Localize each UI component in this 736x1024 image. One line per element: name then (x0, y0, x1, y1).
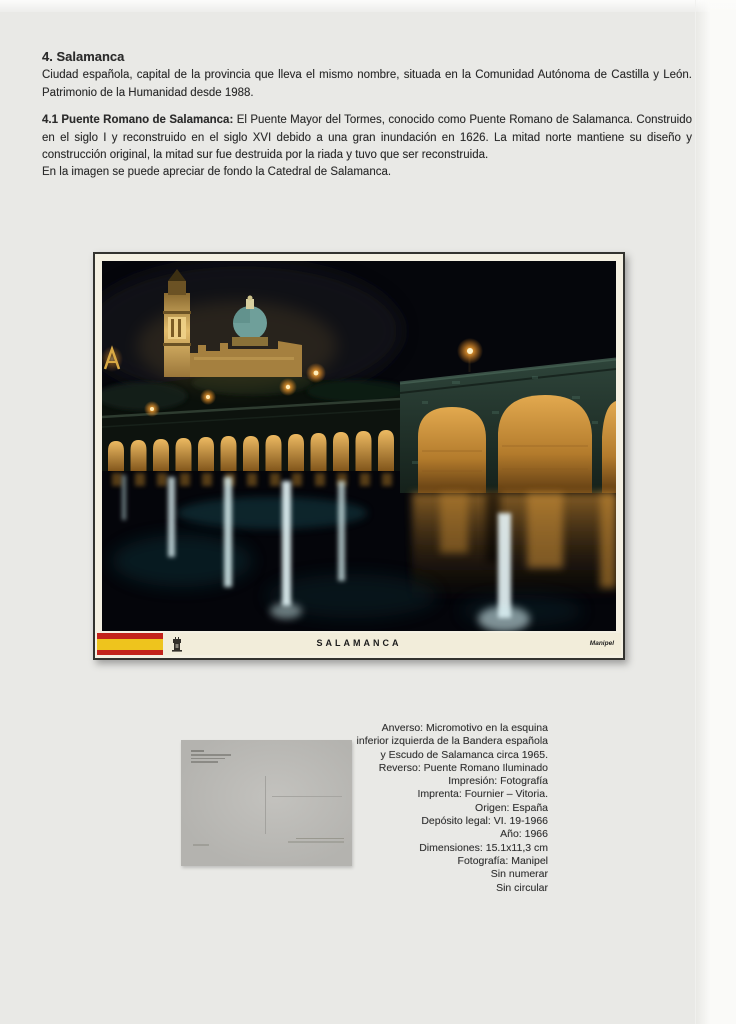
detail-line: Depósito legal: VI. 19-1966 (421, 815, 548, 828)
detail-line: Sin circular (496, 881, 548, 894)
section-body: El Puente Mayor del Tormes, conocido como Puente Romano de Salamanca. Construido en el siglo I y reconstruido en el siglo XVI debido a una gran inundación en 1626. La mitad norte mantiene su diseño y construcción original, la mitad sur fue destruida por la riada y tuvo que ser reconstruida. (42, 114, 693, 161)
flag-red-stripe (97, 650, 163, 656)
postcard-front (93, 252, 625, 660)
back-text-line (191, 754, 231, 756)
postcard-publisher: Manipel (589, 640, 614, 647)
detail-line: y Escudo de Salamanca circa 1965. (380, 748, 548, 761)
detail-line: Año: 1966 (500, 828, 548, 841)
postcard-photo (102, 261, 616, 631)
back-center-divider (265, 776, 266, 834)
detail-line: Sin numerar (490, 868, 548, 881)
scan-edge-highlight (0, 0, 736, 12)
section-note: En la imagen se puede apreciar de fondo la Catedral de Salamanca. (42, 166, 392, 178)
scan-right-fold (695, 0, 736, 1024)
detail-line: Origen: España (475, 801, 548, 814)
postcard-caption-strip (97, 633, 621, 655)
back-text-line (191, 758, 225, 760)
postcard-title: SALAMANCA (316, 638, 402, 648)
detail-line: Anverso: Micromotivo en la esquina (381, 722, 548, 734)
catalog-details (300, 722, 548, 895)
detail-line: Dimensiones: 15.1x11,3 cm (419, 841, 548, 854)
detail-line: Reverso: Puente Romano Iluminado (378, 761, 548, 774)
section-paragraph (42, 112, 692, 165)
detail-line: Impresión: Fotografía (448, 775, 548, 788)
back-text-line (191, 750, 204, 752)
intro-paragraph: Ciudad española, capital de la provincia que lleva el mismo nombre, situada en la Comunidad Autónoma de Castilla y León. Patrimonio de la Humanidad desde 1988. (42, 69, 692, 99)
section-lead: 4.1 Puente Romano de Salamanca: (42, 114, 234, 126)
detail-line: Fotografía: Manipel (457, 854, 548, 867)
river-water (102, 471, 616, 631)
night-bridge-photo (102, 261, 616, 631)
detail-line: inferior izquierda de la Bandera española (356, 735, 548, 748)
back-text-line (191, 761, 218, 763)
back-small-print (193, 844, 209, 846)
detail-line: Imprenta: Fournier – Vitoria. (417, 788, 548, 801)
bridge-right-section (400, 359, 616, 493)
page-title: 4. Salamanca (42, 49, 125, 64)
